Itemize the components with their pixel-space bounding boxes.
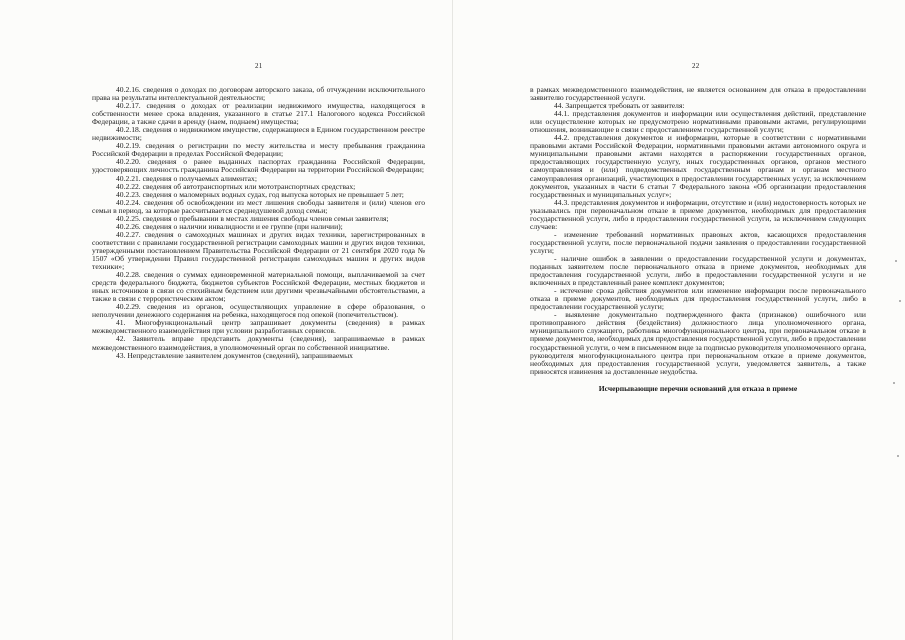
paragraph: 40.2.21. сведения о получаемых алиментах; — [116, 173, 257, 183]
paragraph: 44.2. представления документов и информации, которые в соответствии с нормативными правовыми актами Российской Федерации, нормативными правовыми актами автономного округа и муниципальными правовыми актами находятся в распоряжении государственных органов, предоставляющих государственную услугу, иных государственных органов, органов местного самоуправления и (или) подведомственных государственным органам и органам местного самоуправления организаций, участвующих в предоставлении государственных услуг, за исключением документов, указанных в части 6 статьи 7 Федерального закона «Об организации предоставления государственных и муниципальных услуг»; — [530, 133, 866, 199]
paragraph: - выявление документально подтвержденного факта (признаков) ошибочного или противоправного действия (бездействия) должностного лица уполномоченного органа, муниципального служащего, работника многофункционального центра, при первоначальном отказе в приеме документов, необходимых для предоставления государственной услуги, либо в предоставлении государственной услуги, о чем в письменном виде за подписью руководителя уполномоченного органа, руководителя многофункционального центра при первоначальном отказе в приеме документов, необходимых для предоставления государственной услуги, уведомляется заявитель, а также приносятся извинения за доставленные неудобства. — [530, 310, 866, 376]
right-page — [453, 0, 905, 640]
page-number: 22 — [692, 62, 700, 70]
paragraph: - изменение требований нормативных правовых актов, касающихся предоставления государственной услуги, после первоначальной подачи заявления о предоставлении государственной услуги; — [530, 229, 866, 255]
paragraph: 40.2.18. сведения о недвижимом имуществе, содержащиеся в Едином государственном реестре недвижимости; — [92, 125, 425, 143]
paragraph: 40.2.19. сведения о регистрации по месту жительства и месту пребывания гражданина Российской Федерации в пределах Российской Федерации; — [92, 141, 425, 159]
paragraph: 41. Многофункциональный центр запрашивает документы (сведения) в рамках межведомственного взаимодействия при условии разработанных сервисов. — [92, 318, 425, 336]
left-page — [0, 0, 452, 640]
paragraph: 40.2.26. сведения о наличии инвалидности и ее группе (при наличии); — [116, 221, 343, 231]
paragraph: 40.2.27. сведения о самоходных машинах и других видах техники, зарегистрированных в соответствии с правилами государственной регистрации самоходных машин и других видов техники, утвержденными постановлением Правительства Российской Федерации от 21 сентября 2020 года № 1507 «Об утверждении Правил государственной регистрации самоходных машин и других видов техники»; — [92, 229, 425, 272]
paragraph: 40.2.28. сведения о суммах единовременной материальной помощи, выплачиваемой за счет средств федерального бюджета, бюджетов субъектов Российской Федерации, местных бюджетов и иных источников в связи со стихийным бедствием или другими чрезвычайными обстоятельствами, а также в связи с террористическим актом; — [92, 270, 425, 304]
scan-margin-marks — [865, 0, 905, 640]
paragraph: 40.2.20. сведения о ранее выданных паспортах гражданина Российской Федерации, удостоверяющих личность гражданина Российской Федерации на территории Российской Федерации; — [92, 157, 425, 175]
paragraph: 43. Непредставление заявителем документов (сведений), запрашиваемых — [116, 350, 353, 360]
paragraph: 44. Запрещается требовать от заявителя: — [554, 101, 685, 111]
paragraph: 44.1. представления документов и информации или осуществления действий, представление или осуществление которых не предусмотрено нормативными правовыми актами, регулирующими отношения, возникающие в связи с предоставлением государственной услуги; — [530, 109, 866, 135]
right-page-body — [530, 86, 866, 393]
paragraph: - истечение срока действия документов или изменение информации после первоначального отказа в приеме документов, необходимых для предоставления государственной услуги, либо в предоставлении государственной услуги; — [530, 286, 866, 312]
paragraph: 40.2.24. сведения об освобождении из мест лишения свободы заявителя и (или) членов его семьи в период, за которые рассчитывается среднедушевой доход семьи; — [92, 197, 425, 215]
left-page-body — [92, 86, 425, 360]
paragraph: в рамках межведомственного взаимодействия, не является основанием для отказа в предоставлении заявителю государственной услуги. — [530, 85, 866, 103]
paragraph: 40.2.25. сведения о пребывании в местах лишения свободы членов семьи заявителя; — [116, 213, 389, 223]
paragraph: 40.2.16. сведения о доходах по договорам авторского заказа, об отчуждении исключительного права на результаты интеллектуальной деятельности; — [92, 85, 425, 103]
paragraph: 42. Заявитель вправе представить документы (сведения), запрашиваемые в рамках межведомственного взаимодействия, в уполномоченный орган по собственной инициативе. — [92, 334, 425, 352]
paragraph: 40.2.23. сведения о маломерных водных судах, год выпуска которых не превышает 5 лет; — [116, 189, 404, 199]
paragraph: 40.2.17. сведения о доходах от реализации недвижимого имущества, находящегося в собственности менее срока владения, указанного в статье 217.1 Налогового кодекса Российской Федерации, а также сдачи в аренду (наем, поднаем) имущества; — [92, 101, 425, 127]
paragraph: 40.2.22. сведения об автотранспортных или мототранспортных средствах; — [116, 181, 356, 191]
paragraph: 44.3. представления документов и информации, отсутствие и (или) недостоверность которых не указывались при первоначальном отказе в приеме документов, необходимых для предоставления государственной услуги, либо в предоставлении государственной услуги, за исключением следующих случаев: — [530, 197, 866, 231]
paragraph: 40.2.29. сведения из органов, осуществляющих управление в сфере образования, о неполучении денежного содержания на ребенка, находящегося под опекой (попечительством). — [92, 302, 425, 320]
paragraph: - наличие ошибок в заявлении о предоставлении государственной услуги и документах, поданных заявителем после первоначального отказа в приеме документов, необходимых для предоставления государственной услуги, либо в предоставлении государственной услуги и не включенных в представленный ранее комплект документов; — [530, 253, 866, 288]
section-heading: Исчерпывающие перечни оснований для отказа в приеме — [598, 383, 798, 393]
page-number: 21 — [255, 62, 263, 70]
